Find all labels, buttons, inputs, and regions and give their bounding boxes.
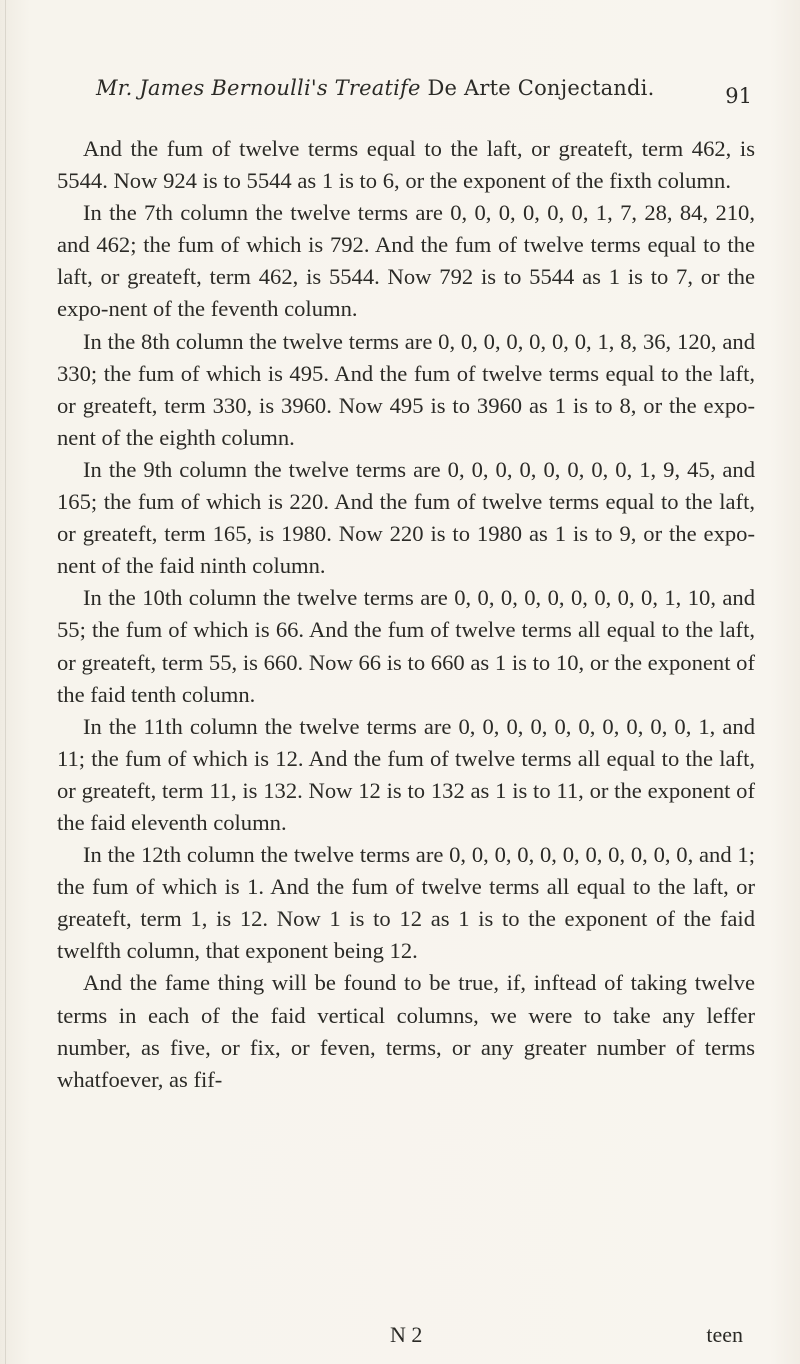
paragraph-conclusion: And the fame thing will be found to be true, if, inftead of taking twelve terms in each of the faid vertical columns, we were to take any leffer number, as five, or fix, or feven, terms, or any greater number of terms whatfoever, as fif-	[57, 970, 755, 1092]
paragraph-sixth-column: And the fum of twelve terms equal to the laft, or greateft, term 462, is 5544. Now 924 is to 5544 as 1 is to 6, or the exponent of the fixth column.	[57, 136, 755, 194]
paragraph-seventh-column: In the 7th column the twelve terms are 0, 0, 0, 0, 0, 0, 1, 7, 28, 84, 210, and 462; the fum of which is 792. And the fum of twelve terms equal to the laft, or greateft, term 462, is 5544. Now 792 is to 5544 as 1 is to 7, or the expo-nent of the feventh column.	[57, 200, 755, 322]
page-number: 91	[725, 84, 752, 108]
running-head-roman-title: De Arte Conjectandi.	[420, 76, 655, 100]
body-text	[57, 133, 755, 1096]
page-gutter-line	[5, 0, 6, 1364]
running-head-italic-title: Mr. James Bernoulli's Treatife	[96, 76, 421, 100]
paragraph-eleventh-column: In the 11th column the twelve terms are 0, 0, 0, 0, 0, 0, 0, 0, 0, 0, 1, and 11; the fum of which is 12. And the fum of twelve terms all equal to the laft, or greateft, term 11, is 132. Now 12 is to 132 as 1 is to 11, or the exponent of the faid eleventh column.	[57, 713, 755, 835]
page-footer	[57, 1322, 755, 1352]
paragraph-tenth-column: In the 10th column the twelve terms are 0, 0, 0, 0, 0, 0, 0, 0, 0, 1, 10, and 55; the fum of which is 66. And the fum of twelve terms all equal to the laft, or greateft, term 55, is 660. Now 66 is to 660 as 1 is to 10, or the exponent of the faid tenth column.	[57, 585, 755, 707]
catchword: teen	[706, 1322, 743, 1347]
running-head	[96, 76, 756, 100]
paragraph-eighth-column: In the 8th column the twelve terms are 0, 0, 0, 0, 0, 0, 0, 1, 8, 36, 120, and 330; the fum of which is 495. And the fum of twelve terms equal to the laft, or greateft, term 330, is 3960. Now 495 is to 3960 as 1 is to 8, or the expo-nent of the eighth column.	[57, 328, 755, 450]
paragraph-ninth-column: In the 9th column the twelve terms are 0, 0, 0, 0, 0, 0, 0, 0, 1, 9, 45, and 165; the fum of which is 220. And the fum of twelve terms equal to the laft, or greateft, term 165, is 1980. Now 220 is to 1980 as 1 is to 9, or the expo-nent of the faid ninth column.	[57, 456, 755, 579]
signature-mark: N 2	[390, 1322, 423, 1347]
paragraph-twelfth-column: In the 12th column the twelve terms are 0, 0, 0, 0, 0, 0, 0, 0, 0, 0, 0, and 1; the fum of which is 1. And the fum of twelve terms all equal to the laft, or greateft, term 1, is 12. Now 1 is to 12 as 1 is to the exponent of the faid twelfth column, that exponent being 12.	[57, 842, 755, 964]
